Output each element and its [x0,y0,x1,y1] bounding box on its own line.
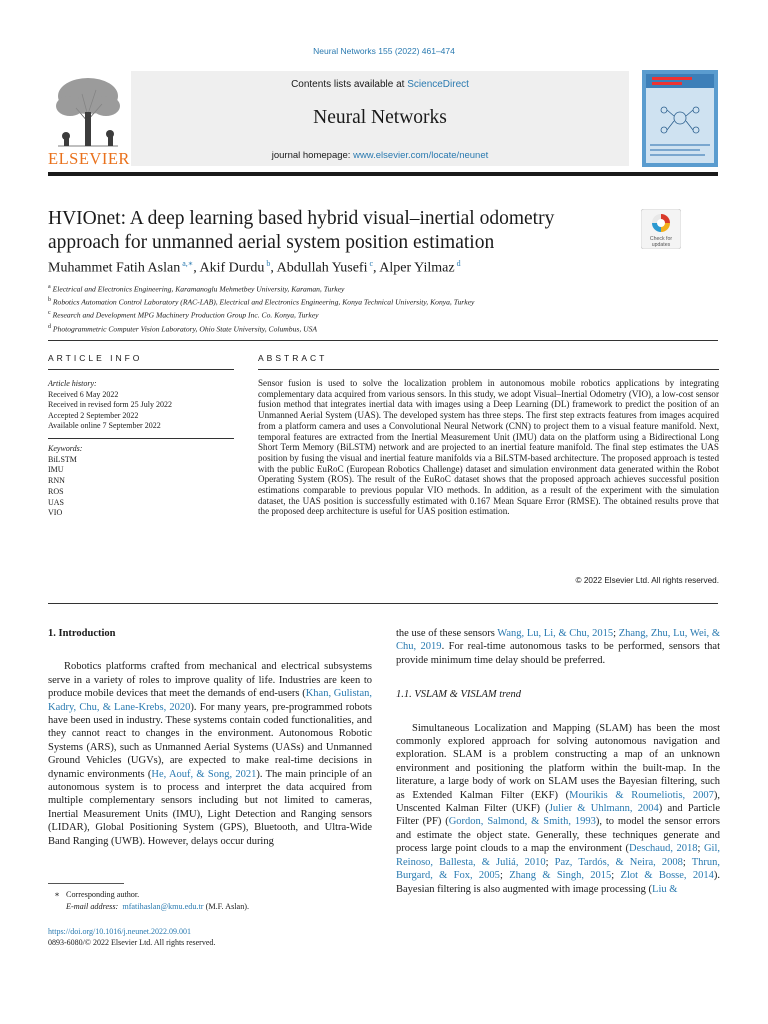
keyword-item: BiLSTM [48,454,77,464]
article-info-heading: ARTICLE INFO [48,353,143,363]
affiliation-item: $^d$ Photogrammetric Computer Vision Laboratory, Ohio State University, Columbus, USA [48,323,318,334]
citation-link[interactable]: Paz, Tardós, & Neira, 2008 [554,856,683,868]
citation-link[interactable]: Zlot & Bosse, 2014 [620,870,714,882]
journal-masthead [131,71,629,166]
keywords-label: Keywords: [48,444,83,453]
author-list: Muhammet Fatih Aslan $^{a,∗}$, Akif Durdu $^b$, Abdullah Yusefi $^c$, Alper Yilmaz $^d$ [48,259,461,276]
journal-cover-image[interactable] [642,70,718,167]
corresponding-author-note: ∗ Corresponding author. [48,889,378,901]
citation-link[interactable]: Gordon, Salmond, & Smith, 1993 [448,816,596,828]
author-affiliation-marker[interactable]: b [264,259,271,268]
affiliation-list [48,282,728,335]
history-label: Article history: [48,379,97,388]
crossmark-label-2: updates [651,242,671,248]
crossmark-label-1: Check for [649,236,673,242]
footnote-star: ∗ [54,890,60,899]
journal-cover-icon [642,70,718,167]
history-item: Accepted 2 September 2022 [48,410,139,420]
keyword-item: VIO [48,508,63,518]
citation-link[interactable]: Julier & Uhlmann, 2004 [548,803,659,815]
left-column [48,627,372,848]
crossmark-icon [641,209,681,249]
subsection-heading-vslam: 1.1. VSLAM & VISLAM trend [396,689,522,701]
elsevier-wordmark: ELSEVIER [48,149,130,168]
citation-link[interactable]: Gil, Reinoso, Ballesta, & Juliá, 2010 [396,843,721,868]
sciencedirect-link[interactable]: ScienceDirect [407,79,469,90]
doi-link[interactable]: https://doi.org/10.1016/j.neunet.2022.09.001 [48,927,191,936]
keyword-item: UAS [48,497,65,507]
keyword-list [48,455,248,519]
intro-paragraph-continued: the use of these sensors Wang, Lu, Li, & Chu, 2015; Zhang, Zhu, Lu, Wei, & Chu, 2019. For real-time autonomous tasks to be performed, sensors that provide minimum time delay should be preferred. [396,628,720,666]
citation-link[interactable]: Zhang, Zhu, Lu, Wei, & Chu, 2019 [396,628,720,653]
citation-link[interactable]: Mourikis & Roumeliotis, 2007 [569,789,714,801]
citation-link[interactable]: Wang, Lu, Li, & Chu, 2015 [497,628,614,639]
divider-top [48,340,718,341]
homepage-link[interactable]: www.elsevier.com/locate/neunet [353,150,489,161]
header-rule [48,172,718,176]
vslam-paragraph: Simultaneous Localization and Mapping (SLAM) has been the most commonly explored approach for solving autonomous navigation and exploration. SLAM is a problem constructing a map of an unknown environment and positioning the platform within the built-map. In the literature, a large body of work on SLAM uses the Bayesian filtering, such as Extended Kalman Filter (EKF) (Mourikis & Roumeliotis, 2007), Unscented Kalman Filter (UKF) (Julier & Uhlmann, 2004) and Particle Filter (PF) (Gordon, Salmond, & Smith, 1993), to model the sensor errors and estimate the object state. Generally, these techniques generate and process large point clouds to a map the environment (Deschaud, 2018; Gil, Reinoso, Ballesta, & Juliá, 2010; Paz, Tardós, & Neira, 2008; Thrun, Burgard, & Fox, 2005; Zhang & Singh, 2015; Zlot & Bosse, 2014). Bayesian filtering is also augmented with image processing (Liu & [396,722,721,895]
journal-title: Neural Networks [313,107,447,128]
author-name[interactable]: Alper Yilmaz [379,260,455,276]
history-list [48,390,248,432]
divider-history [48,438,234,439]
history-item: Available online 7 September 2022 [48,421,161,430]
article-history [48,379,248,432]
check-for-updates-badge[interactable] [641,209,681,249]
divider-info [48,369,234,370]
citation-link[interactable]: Zhang & Singh, 2015 [509,870,612,882]
affiliation-item: $^c$ Research and Development MPG Machinery Production Group Inc. Co. Konya, Turkey [48,310,319,320]
journal-citation[interactable]: Neural Networks 155 (2022) 461–474 [313,46,455,56]
right-column [396,627,720,896]
keyword-item: IMU [48,465,64,475]
author-name[interactable]: Akif Durdu [199,260,265,276]
author-affiliation-marker[interactable]: a,∗ [180,259,194,268]
citation-link[interactable]: Deschaud, 2018 [629,843,698,855]
citation-link[interactable]: Liu & [652,883,678,895]
section-heading-introduction: 1. Introduction [48,628,116,639]
citation-link[interactable]: Khan, Gulistan, Kadry, Chu, & Lane-Krebs, 2020 [48,688,372,713]
abstract-copyright: © 2022 Elsevier Ltd. All rights reserved. [575,576,719,585]
citation-link[interactable]: Thrun, Burgard, & Fox, 2005 [396,856,720,882]
footnotes [48,889,378,913]
citation-link[interactable]: He, Aouf, & Song, 2021 [151,768,257,780]
author-name[interactable]: Muhammet Fatih Aslan [48,260,181,276]
affiliation-item: $^b$ Robotics Automation Control Laboratory (RAC-LAB), Electrical and Electronics Engineering, Konya Technical University, Konya, Turkey [48,297,475,307]
history-item: Received in revised form 25 July 2022 [48,400,172,409]
homepage-line: journal homepage: www.elsevier.com/locate/neunet [271,150,489,161]
author-affiliation-marker[interactable]: c [367,259,374,268]
abstract-text: Sensor fusion is used to solve the localization problem in autonomous mobile robotics applications by integrating complementary data acquired from various sensors. In this study, we adopt Visual–Inertial Odometry (VIO), a low-cost sensor fusion method that integrates inertial data with images using a Deep Learning (DL) framework to predict the position of an Unmanned Aerial System (UAS). The developed system has three steps. The first step extracts features from images acquired from a platform camera and uses a Convolutional Neural Network (CNN) to project them to a visual feature manifold. Next, temporal features are extracted from the Inertial Measurement Unit (IMU) data on the platform using a Bidirectional Long Short Term Memory (BiLSTM) network and are projected to an inertial feature manifold. The final step estimates the UAS position by fusing the visual and inertial feature manifolds via a BiLSTM-based architecture. The proposed approach is tested with the public EuRoC (European Robotics Challenge) dataset and simulation environment data generated within the Robot Operating System (ROS). The result of the EuRoC dataset shows that the proposed approach achieves successful position estimations comparable to previous popular VIO methods. In addition, as a result of the experiment with the simulation dataset, the UAS position is successfully estimated with 0.167 Mean Square Error (RMSE). The obtained results prove that the proposed deep architecture is useful for UAS position estimation. [258,378,719,517]
affiliation-item: $^a$ Electrical and Electronics Engineering, Karamanoglu Mehmetbey University, Karaman, Turkey [48,284,345,294]
elsevier-tree-icon [48,72,128,148]
article-title: HVIOnet: A deep learning based hybrid visual–inertial odometry approach for unmanned aerial system position estimation [48,208,555,253]
keywords-block [48,444,248,519]
issn-line: 0893-6080/© 2022 Elsevier Ltd. All rights reserved. [48,938,216,947]
keyword-item: ROS [48,486,64,496]
author-affiliation-marker[interactable]: d [454,259,461,268]
divider-abstract [258,369,719,370]
intro-paragraph-1: Robotics platforms crafted from mechanical and electrical subsystems serve in a variety of roles to improve quality of life. Industries are keen to produce mobile devices that meet the demands of end-users (Khan, Gulistan, Kadry, Chu, & Lane-Krebs, 2020). For many years, pre-programmed robots have been used in industry. These systems contain coded functionalities, and they cannot react to changes in the environment. Autonomous Robotic Systems (ARS), such as Unmanned Aerial Systems (UASs) and Unmanned Ground Vehicles (UGVs), are expected to make real-time decisions in dynamic environments (He, Aouf, & Song, 2021). The main principle of an autonomous system is to process and interpret the data acquired from multiple complementary sensors including but not limited to cameras, Inertial Measurement Units (IMU), Light Detection and Ranging sensors (LIDAR), Global Positioning System (GPS), Bluetooth, and Ultra-Wide Band Ranging (UWB). However, delays occur during [48,661,373,847]
divider-bottom [48,603,718,604]
contents-line: Contents lists available at ScienceDirect [291,79,469,90]
doi-block [48,926,378,948]
elsevier-logo[interactable] [48,72,130,168]
author-email-link[interactable]: mfatihaslan@kmu.edu.tr [122,902,204,911]
keyword-item: RNN [48,476,65,486]
abstract-heading: ABSTRACT [258,353,328,363]
email-note: E-mail address: mfatihaslan@kmu.edu.tr (M.F. Aslan). [66,902,250,911]
history-item: Received 6 May 2022 [48,389,119,399]
footnote-rule [48,883,124,884]
author-name[interactable]: Abdullah Yusefi [276,260,368,276]
